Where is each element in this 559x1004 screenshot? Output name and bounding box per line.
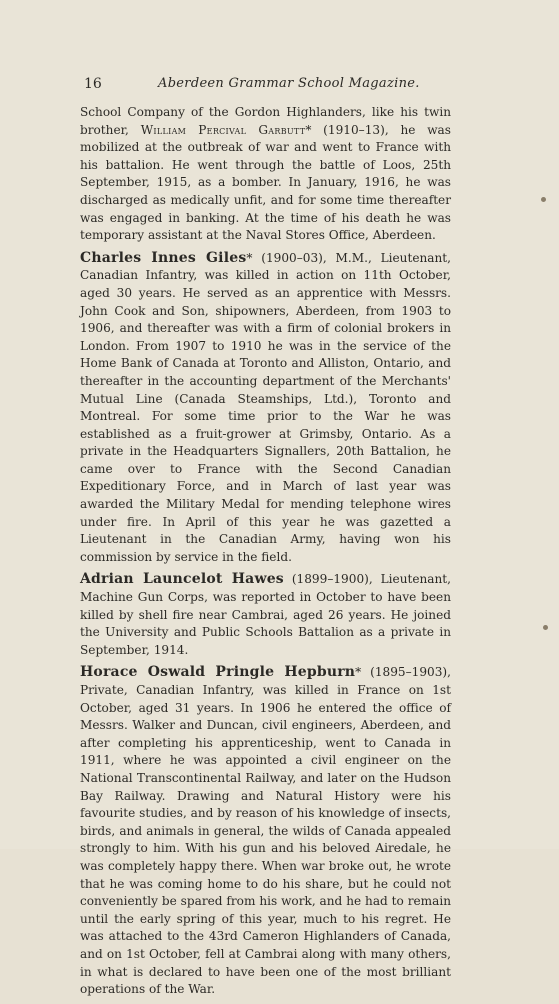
person-name: Adrian Launcelot Hawes	[80, 571, 284, 588]
page-number: 16	[84, 76, 102, 92]
entry-text: (1899–1900), Lieutenant, Machine Gun Corps, was reported in October to have been killed by shell fire near Cambrai, aged 26 years. He joined the University and Public Schools Battalion as a private in September, 1914.	[80, 572, 451, 657]
page-header	[84, 76, 449, 96]
entry-continuation	[80, 104, 451, 245]
entry-text-post: * (1910–13), he was mobilized at the outbreak of war and went to France with his battalion. He went through the battle of Loos, 25th September, 1915, as a bomber. In January, 1916, he was discharged as medically unfit, and for some time thereafter was engaged in banking. At the time of his death he was temporary assistant at the Naval Stores Office, Aberdeen.	[80, 122, 451, 243]
obituary-entry	[80, 571, 451, 659]
article-body	[80, 104, 451, 1004]
obituary-entry	[80, 664, 451, 998]
entry-text: * (1900–03), M.M., Lieutenant, Canadian Infantry, was killed in action on 11th October, aged 30 years. He served as an apprentice with Messrs. John Cook and Son, shipowners, Aberdeen, from 1903 to 1906, and thereafter was with a firm of colonial brokers in London. From 1907 to 1910 he was in the service of the Home Bank of Canada at Toronto and Alliston, Ontario, and thereafter in the accounting department of the Merchants' Mutual Line (Canada Steamships, Ltd.), Toronto and Montreal. For some time prior to the War he was established as a fruit-grower at Grimsby, Ontario. As a private in the Headquarters Signallers, 20th Battalion, he came over to France with the Second Canadian Expeditionary Force, and in March of last year was awarded the Military Medal for mending telephone wires under fire. In April of this year he was gazetted a Lieutenant in the Canadian Army, having won his commission by service in the field.	[80, 250, 451, 564]
running-title: Aberdeen Grammar School Magazine.	[158, 76, 420, 91]
binding-hole-mark	[543, 625, 548, 630]
binding-hole-mark	[541, 197, 546, 202]
obituary-entry	[80, 250, 451, 567]
person-name: Horace Oswald Pringle Hepburn	[80, 664, 356, 681]
brother-name: William Percival Garbutt	[140, 122, 306, 137]
entry-text-pre: School Company of the Gordon Highlanders, like his twin brother,	[80, 105, 451, 137]
entry-text: * (1895–1903), Private, Canadian Infantry, was killed in France on 1st October, aged 31 years. In 1906 he entered the office of Messrs. Walker and Duncan, civil engineers, Aberdeen, and after completing his apprenticeship, went to Canada in 1911, where he was appointed a civil engineer on the National Transcontinental Railway, and later on the Hudson Bay Railway. Drawing and Natural History were his favourite studies, and by reason of his knowledge of insects, birds, and animals in general, the wilds of Canada appealed strongly to him. With his gun and his beloved Airedale, he was completely happy there. When war broke out, he wrote that he was coming home to do his share, but he could not conveniently be spared from his work, and he had to remain until the early spring of this year, much to his regret. He was attached to the 43rd Cameron Highlanders of Canada, and on 1st October, fell at Cambrai along with many others, in what is declared to have been one of the most brilliant operations of the War.	[80, 665, 451, 997]
person-name: Charles Innes Giles	[80, 249, 247, 266]
